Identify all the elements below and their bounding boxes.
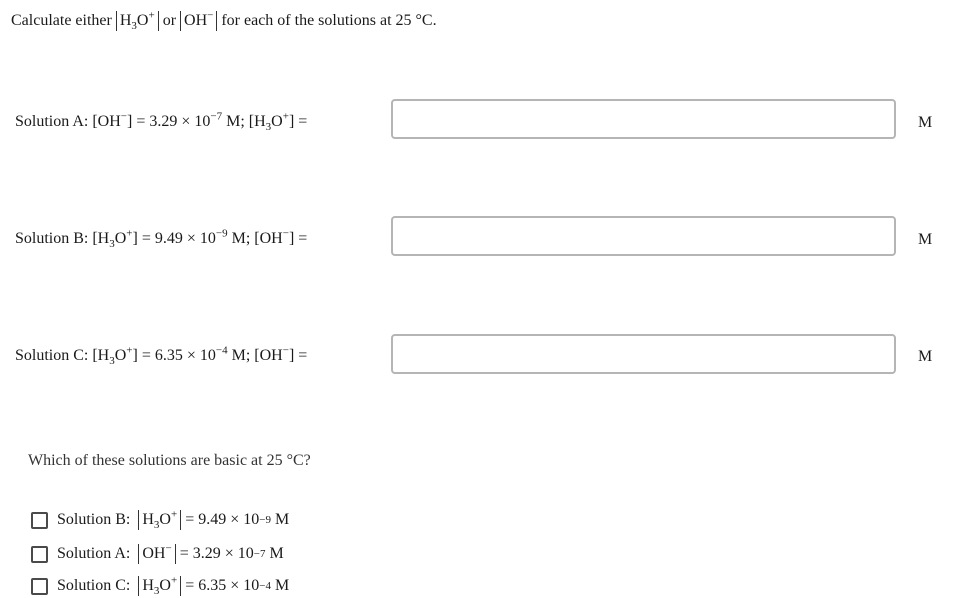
solution-a-unit: M: [918, 114, 933, 131]
choice-species: OH−: [138, 544, 175, 564]
intro-connector: or: [162, 12, 177, 29]
choice-solution-c-checkbox[interactable]: [31, 578, 48, 595]
choice-value: = 3.29 × 10: [179, 545, 254, 562]
choice-species: $H_3O^+$: [138, 510, 181, 530]
solution-a-label: Solution A: $[OH^-] = 3.29 \times 10^{-7}$ M; $[H_3O^+]$ =: [15, 110, 308, 134]
choice-unit: M: [274, 511, 290, 528]
solution-c-unit: M: [918, 348, 933, 365]
choice-value: = 9.49 × 10: [185, 511, 260, 528]
solution-b-unit: M: [918, 231, 933, 248]
choice-solution-b-checkbox[interactable]: [31, 512, 48, 529]
choice-label: Solution A:: [57, 545, 131, 562]
choice-label: Solution B:: [57, 511, 131, 528]
solution-b-label: Solution B: $[H_3O^+] = 9.49 \times 10^{-9}$ M; [OH−] =: [15, 227, 308, 251]
choice-solution-a-checkbox[interactable]: [31, 546, 48, 563]
solution-c-hydroxide-input[interactable]: [391, 334, 896, 374]
intro-suffix: for each of the solutions at 25 °C.: [221, 12, 437, 29]
problem-instructions: [11, 8, 437, 34]
choice-value: = 6.35 × 10: [185, 577, 260, 594]
choice-species: $H_3O^+$: [138, 576, 181, 596]
choice-solution-b[interactable]: Solution B: $H_3O^+$ = 9.49 × 10 −9 M: [31, 508, 289, 532]
solution-c-label: Solution C: $[H_3O^+] = 6.35 \times 10^{-4}$ M; [OH−] =: [15, 344, 308, 368]
hydroxide-species: OH−: [180, 11, 217, 31]
basic-solutions-question: Which of these solutions are basic at 25 °C?: [28, 452, 311, 469]
solution-b-hydroxide-input[interactable]: [391, 216, 896, 256]
choice-unit: M: [274, 577, 290, 594]
solution-a-hydronium-input[interactable]: [391, 99, 896, 139]
hydronium-species: $H_3O^+$: [116, 11, 159, 31]
choice-solution-c[interactable]: Solution C: $H_3O^+$ = 6.35 × 10 −4 M: [31, 574, 289, 598]
intro-prefix: Calculate either: [11, 12, 112, 29]
choice-unit: M: [269, 545, 284, 562]
choice-solution-a[interactable]: Solution A: OH− = 3.29 × 10 −7 M: [31, 542, 284, 566]
choice-label: Solution C:: [57, 577, 131, 594]
